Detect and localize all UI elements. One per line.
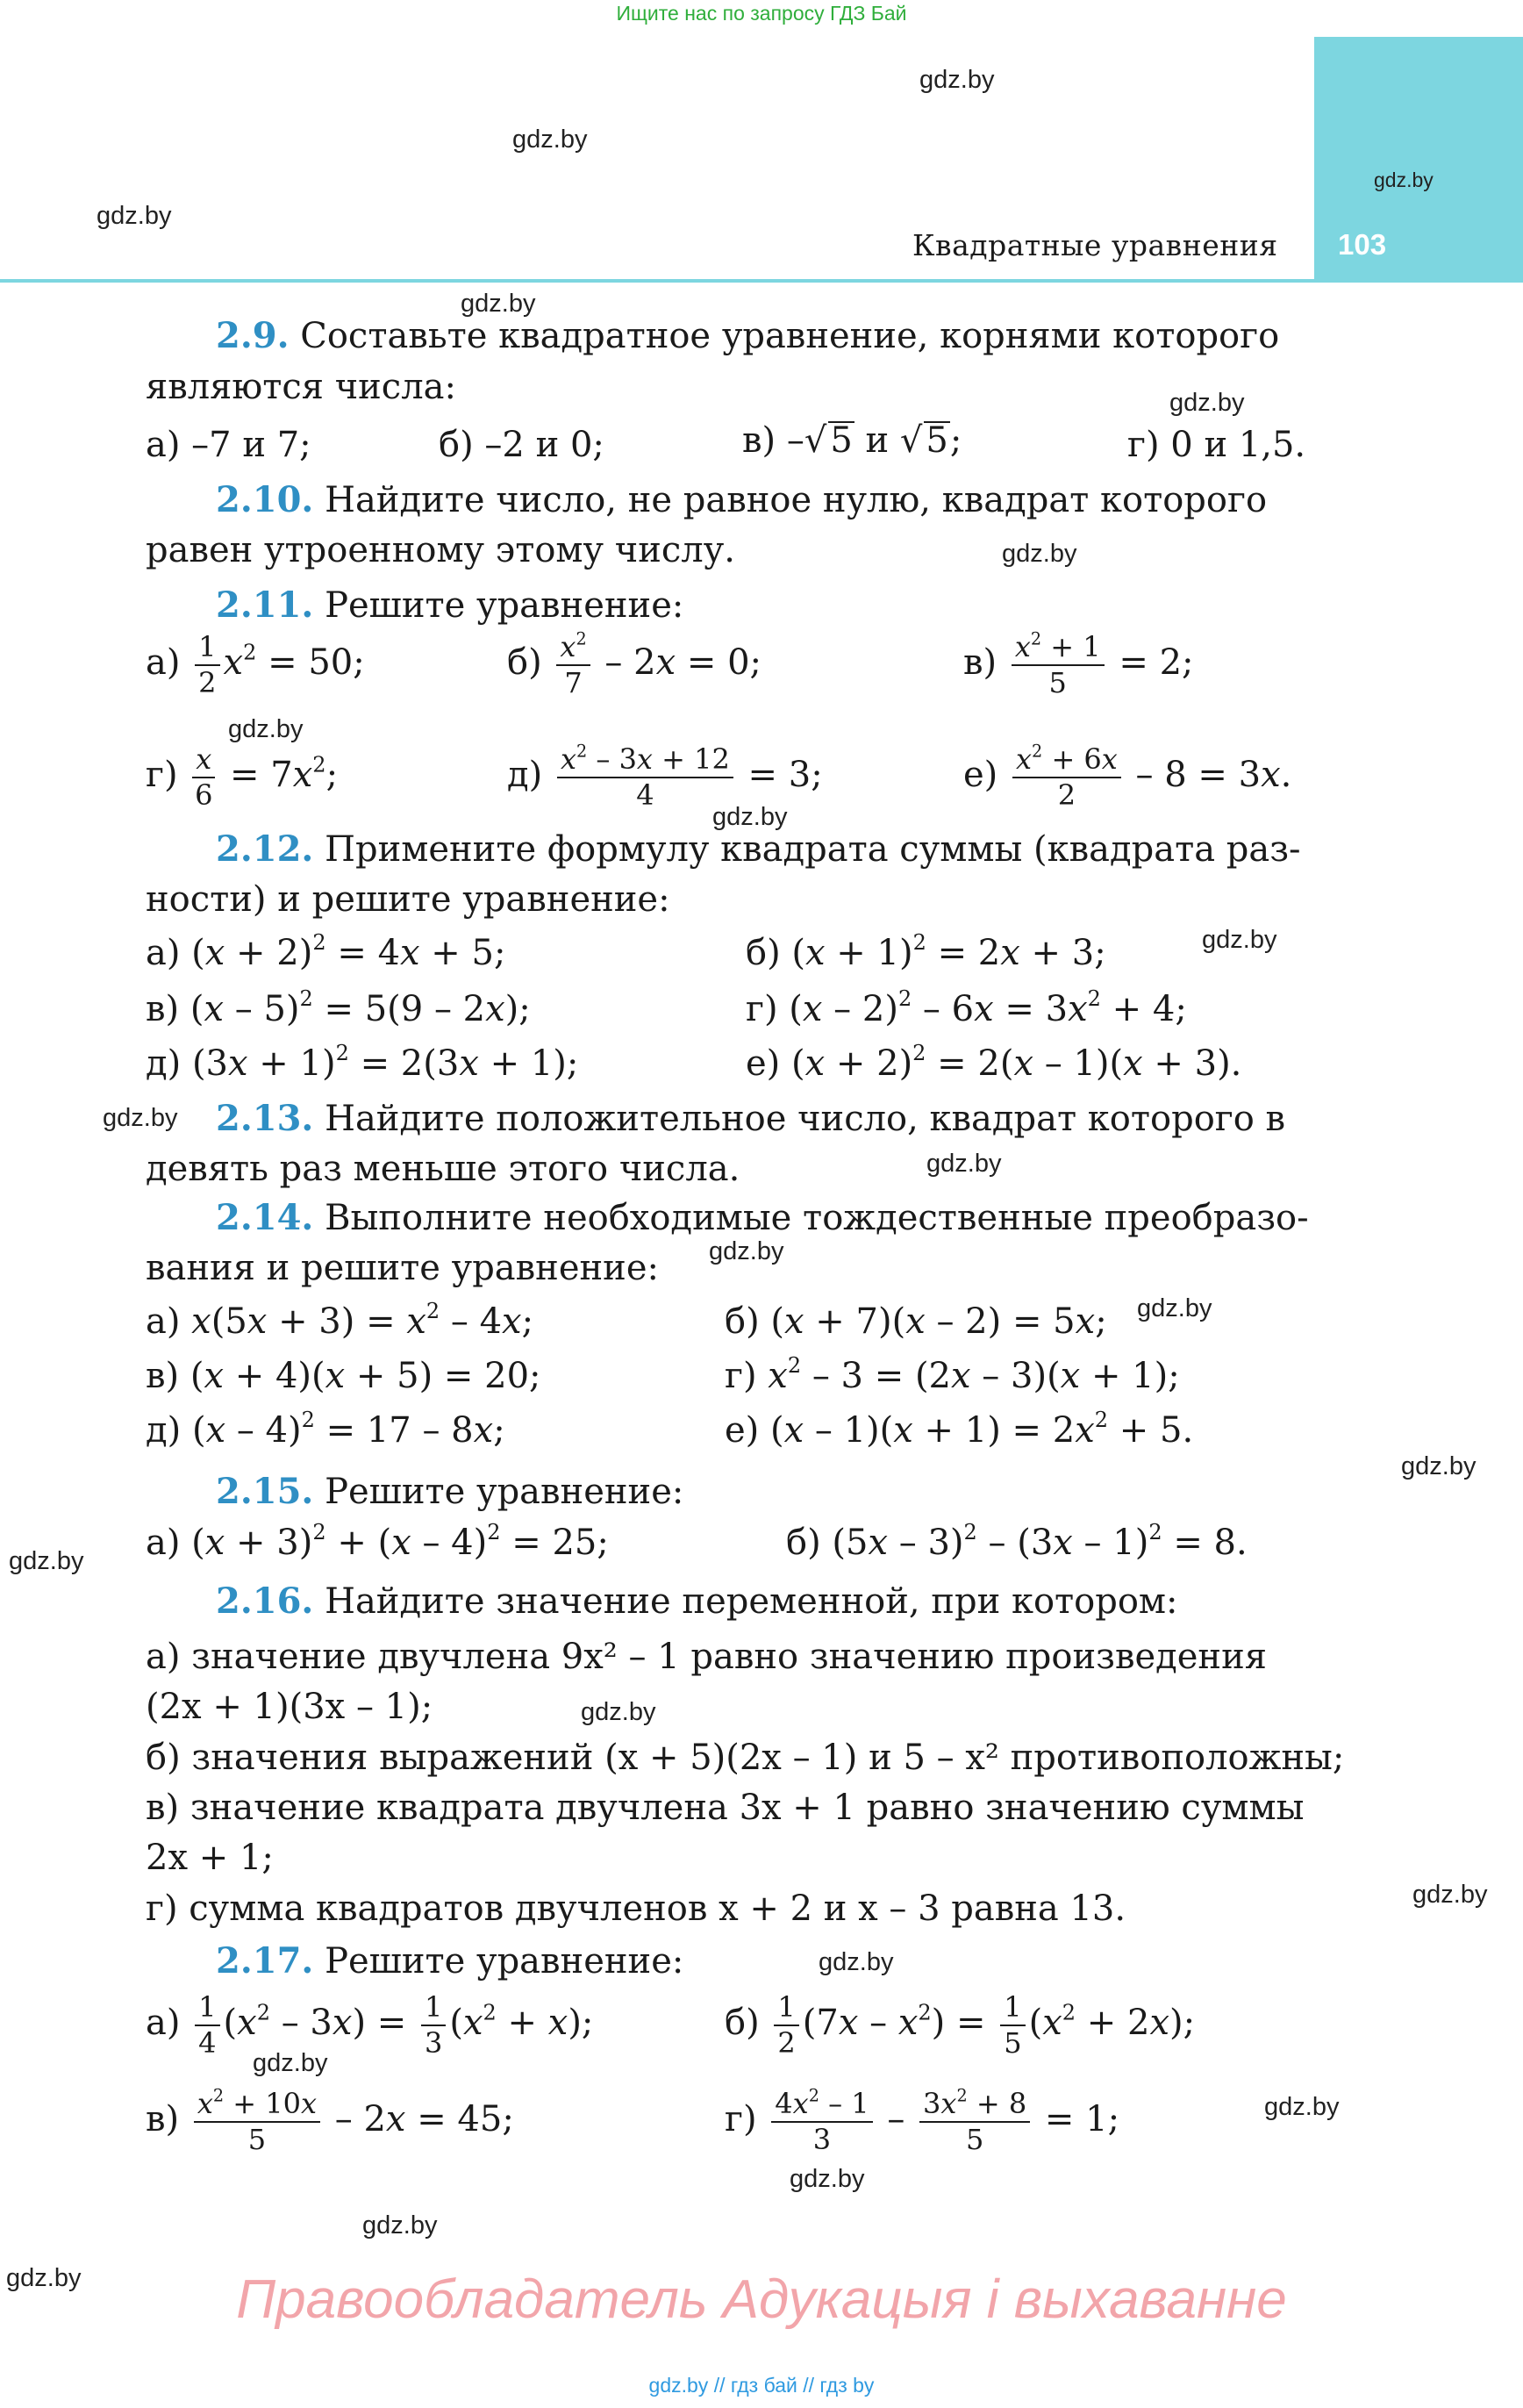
problem-text: Решите уравнение: [325,1472,684,1512]
problem-number: 2.13. [216,1098,314,1139]
problem-2-10-line1 [216,479,1268,520]
eq-214-b: б) (x + 7)(x – 2) = 5x; [725,1301,1107,1342]
problem-2-12-line1 [216,828,1301,870]
eq-212-b: б) $(x + 1)^2 = 2x + 3$; [746,930,1106,973]
problem-2-10-line2: равен утроенному этому числу. [146,530,735,570]
problem-2-9-line2: являются числа: [146,367,456,407]
header-rule [0,279,1523,283]
page-number: 103 [1338,228,1387,261]
answer-a: а) –7 и 7; [146,425,311,465]
problem-2-13-line2: девять раз меньше этого числа. [146,1149,740,1189]
problem-2-11-title [216,584,684,626]
problem-text: Составьте квадратное уравнение, корнями которого [300,316,1280,356]
watermark: gdz.by [712,803,788,831]
eq-215-a: а) $(x + 3)^2 + (x - 4)^2 = 25$; [146,1520,609,1563]
problem-text: Решите уравнение: [325,585,684,626]
eq-212-v: в) (x – 5)$^2$ = 5(9 – 2x); [146,986,531,1029]
watermark: gdz.by [103,1104,178,1132]
watermark: gdz.by [461,290,536,318]
watermark: gdz.by [1374,168,1434,191]
eq-214-v: в) (x + 4)(x + 5) = 20; [146,1356,541,1396]
eq-211-b: б) $\frac{x^2}{7}$ – 2x = 0; [507,628,762,700]
top-banner: Ищите нас по запросу ГДЗ Бай [616,2,907,25]
eq-212-e: е) $(x + 2)^2 = 2(x - 1)(x + 3)$. [746,1041,1242,1084]
answer-g: г) 0 и 1,5. [1127,425,1306,465]
watermark: gdz.by [926,1150,1002,1178]
watermark: gdz.by [581,1698,656,1726]
eq-211-v: в) $\frac{x^2 + 1}{5}$ = 2; [963,628,1194,700]
problem-number: 2.12. [216,828,314,870]
item-216-g: г) сумма квадратов двучленов x + 2 и x – 3 равна 13. [146,1888,1126,1929]
problem-2-9-line1 [216,315,1280,356]
watermark: gdz.by [790,2165,865,2193]
problem-number: 2.14. [216,1197,314,1238]
eq-214-e: е) $(x - 1)(x + 1) = 2x^2 + 5$. [725,1408,1194,1451]
problem-text: Найдите значение переменной, при котором: [325,1581,1178,1622]
bottom-banner: gdz.by // гдз бай // гдз by [648,2374,875,2397]
eq-211-d: д) $\frac{x^2 - 3x + 12}{4}$ = 3; [507,741,823,813]
answer-v: в) –√ 5 и √ 5; [742,420,962,461]
item-216-v-line1: в) значение квадрата двучлена 3x + 1 равно значению суммы [146,1788,1305,1828]
problem-number: 2.16. [216,1580,314,1622]
watermark: gdz.by [1264,2093,1340,2121]
running-header: Квадратные уравнения [912,228,1278,262]
problem-2-16-title [216,1580,1178,1622]
watermark: gdz.by [6,2264,82,2292]
watermark: gdz.by [228,715,304,743]
problem-2-12-line2: ности) и решите уравнение: [146,879,670,920]
item-216-v-line2: 2x + 1; [146,1838,274,1878]
problem-text: Выполните необходимые тождественные преобразо- [325,1198,1309,1238]
watermark: gdz.by [1169,389,1245,417]
problem-number: 2.15. [216,1471,314,1512]
watermark: gdz.by [9,1547,84,1575]
eq-211-a: а) $\frac{1}{2}$ $x^2 = 50$; [146,630,365,700]
watermark: gdz.by [819,1948,894,1976]
item-216-b: б) значения выражений (x + 5)(2x – 1) и 5 – x² противоположны; [146,1738,1345,1778]
watermark: gdz.by [1401,1452,1477,1480]
eq-217-a: а) $\frac{1}{4}$ $(x^2 - 3x)$ = $\frac{1}{3}$ $(x^2 + x)$; [146,1990,594,2060]
eq-217-b: б) $\frac{1}{2}$ $(7x - x^2)$ = $\frac{1}{5}$ $(x^2 + 2x)$; [725,1990,1196,2060]
eq-212-d: д) $(3x + 1)^2 = 2(3x + 1)$; [146,1041,579,1084]
eq-215-b: б) (5x – 3)$^2$ – (3x – 1)$^2$ = 8. [786,1520,1248,1563]
problem-number: 2.11. [216,584,314,626]
problem-text: Найдите положительное число, квадрат которого в [325,1099,1286,1139]
problem-number: 2.9. [216,315,290,356]
eq-217-g: г) $\frac{4x^2 - 1}{3}$ – $\frac{3x^2 + 8}{5}$ = 1; [725,2085,1120,2157]
problem-text: Решите уравнение: [325,1941,684,1982]
problem-2-14-line2: вания и решите уравнение: [146,1248,659,1288]
watermark: gdz.by [512,125,588,154]
answer-v-prefix: в) – [742,420,804,461]
item-216-a-line1: а) значение двучлена 9x² – 1 равно значению произведения [146,1637,1267,1677]
problem-number: 2.17. [216,1940,314,1982]
watermark: gdz.by [1002,540,1077,568]
copyright-notice: Правообладатель Адукацыя і выхаванне [236,2269,1287,2330]
eq-217-v: в) $\frac{x^2 + 10x}{5}$ – 2x = 45; [146,2085,514,2157]
problem-text: Примените формулу квадрата суммы (квадрата раз- [325,829,1301,870]
answer-b: б) –2 и 0; [439,425,604,465]
eq-211-g: г) $\frac{x}{6}$ = $7x^2$; [146,742,339,813]
problem-2-14-line1 [216,1197,1309,1238]
answer-v-end: ; [949,420,962,461]
item-216-a-line2: (2x + 1)(3x – 1); [146,1687,433,1727]
watermark: gdz.by [709,1237,784,1265]
watermark: gdz.by [362,2211,438,2240]
eq-214-d: д) (x – 4)$^2$ = 17 – 8x; [146,1408,505,1451]
watermark: gdz.by [919,66,995,94]
watermark: gdz.by [1412,1881,1488,1909]
watermark: gdz.by [1137,1294,1212,1322]
problem-2-17-title [216,1940,684,1982]
sqrt-radicand: 5 [830,420,853,461]
eq-211-e: е) $\frac{x^2 + 6x}{2}$ – 8 = 3x. [963,741,1292,813]
problem-text: Найдите число, не равное нулю, квадрат которого [325,480,1268,520]
problem-2-15-title [216,1471,684,1512]
sqrt-radicand: 5 [926,420,948,461]
watermark: gdz.by [253,2049,328,2077]
eq-212-a: а) $(x + 2)^2 = 4x + 5$; [146,930,506,973]
watermark: gdz.by [97,202,172,230]
eq-214-g: г) $x^2 - 3 = (2x - 3)(x + 1)$; [725,1353,1180,1396]
problem-2-13-line1 [216,1098,1286,1139]
eq-212-g: г) $(x - 2)^2 - 6x = 3x^2 + 4$; [746,986,1187,1029]
watermark: gdz.by [1202,926,1277,954]
answer-v-and: и [854,420,900,461]
eq-214-a: а) $x(5x + 3) = x^2 - 4x$; [146,1299,534,1342]
problem-number: 2.10. [216,479,314,520]
